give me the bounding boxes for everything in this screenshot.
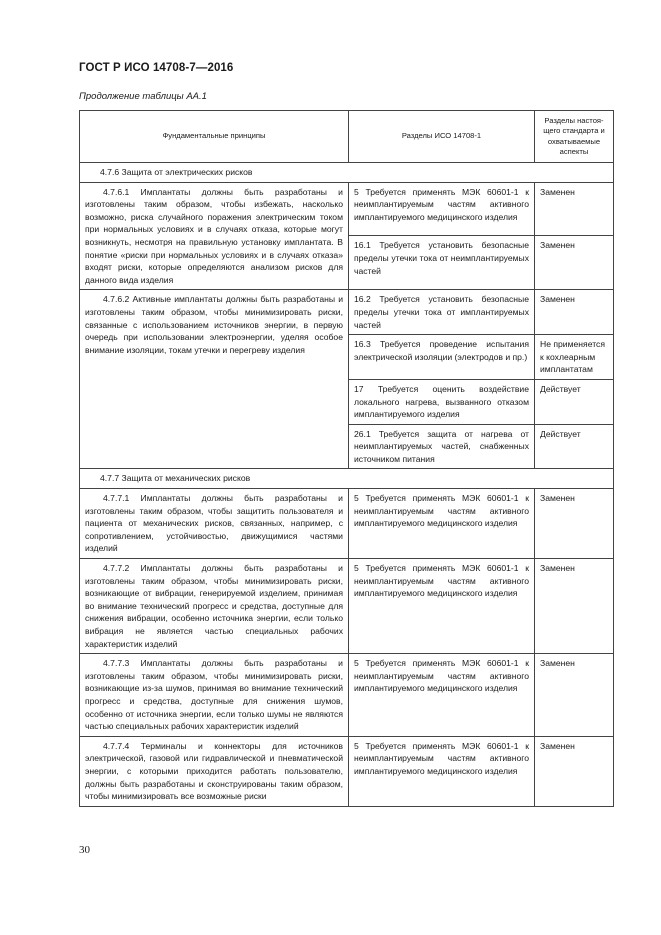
section-cell: 17 Требуется оценить воздействие локального нагрева, вызванного отказом имплантируемого изделия xyxy=(349,379,535,424)
section-cell: 5 Требуется применять МЭК 60601-1 к неимплантируемым частям активного имплантируемого медицинского изделия xyxy=(349,736,535,806)
section-cell: 16.1 Требуется установить безопасные пределы утечки тока от неимплантируемых частей xyxy=(349,236,535,290)
status-cell: Действует xyxy=(535,424,614,469)
section-row xyxy=(80,163,614,183)
header-principles: Фундаментальные принципы xyxy=(80,111,349,163)
table-row xyxy=(80,182,614,236)
section-cell: 5 Требуется применять МЭК 60601-1 к неимплантируемым частям активного имплантируемого медицинского изделия xyxy=(349,182,535,236)
status-cell: Заменен xyxy=(535,290,614,335)
status-cell: Заменен xyxy=(535,182,614,236)
status-cell: Заменен xyxy=(535,236,614,290)
table-header-row xyxy=(80,111,614,163)
section-cell: 16.2 Требуется установить безопасные пределы утечки тока от имплантируемых частей xyxy=(349,290,535,335)
section-cell: 16.3 Требуется проведение испытания электрической изоляции (электродов и пр.) xyxy=(349,335,535,380)
section-cell: 5 Требуется применять МЭК 60601-1 к неимплантируемым частям активного имплантируемого медицинского изделия xyxy=(349,489,535,559)
table-row xyxy=(80,654,614,737)
principle-4-7-7-2: 4.7.7.2 Имплантаты должны быть разработаны и изготовлены таким образом, чтобы минимизировать риски, возникающие от вибрации, генерируемой изделием, принимая во внимание технический прогресс и средства, доступные для снижения вибрации, особенно источника энергии, если только вибрация не является частью специальных рабочих характеристик изделий xyxy=(80,559,349,654)
principle-4-7-7-3: 4.7.7.3 Имплантаты должны быть разработаны и изготовлены таким образом, чтобы минимизировать риски, возникающие из-за шумов, принимая во внимание технический прогресс и средства, доступные для снижения шумов, особенно от источника энергии, если только шумы не являются частью специальных рабочих характеристик изделий xyxy=(80,654,349,737)
section-cell: 5 Требуется применять МЭК 60601-1 к неимплантируемым частям активного имплантируемого медицинского изделия xyxy=(349,654,535,737)
section-row xyxy=(80,469,614,489)
table-row xyxy=(80,736,614,806)
status-cell: Не применяется к кохлеарным имплантатам xyxy=(535,335,614,380)
section-title-4-7-6: 4.7.6 Защита от электрических рисков xyxy=(80,163,614,183)
status-cell: Действует xyxy=(535,379,614,424)
header-sections: Разделы ИСО 14708-1 xyxy=(349,111,535,163)
section-cell: 26.1 Требуется защита от нагрева от неимплантируемых частей, снабженных источником питания xyxy=(349,424,535,469)
status-cell: Заменен xyxy=(535,736,614,806)
table-row xyxy=(80,489,614,559)
requirements-table xyxy=(79,110,614,807)
page-number: 30 xyxy=(79,844,90,856)
status-cell: Заменен xyxy=(535,489,614,559)
header-notes: Разделы настоя-щего стандарта и охватываемые аспекты xyxy=(535,111,614,163)
principle-4-7-6-1: 4.7.6.1 Имплантаты должны быть разработаны и изготовлены таким образом, чтобы избежать, насколько возможно, риска случайного поражения электрическим током при нормальных условиях и в случаях отказа, которые могут возникнуть, несмотря на правильную установку имплантата. В понятие «риски при нормальных условиях и в случаях отказа» входят риски, которые определяются анализом рисков для данного вида изделия xyxy=(80,182,349,290)
section-title-4-7-7: 4.7.7 Защита от механических рисков xyxy=(80,469,614,489)
section-cell: 5 Требуется применять МЭК 60601-1 к неимплантируемым частям активного имплантируемого медицинского изделия xyxy=(349,559,535,654)
status-cell: Заменен xyxy=(535,559,614,654)
status-cell: Заменен xyxy=(535,654,614,737)
principle-4-7-7-1: 4.7.7.1 Имплантаты должны быть разработаны и изготовлены таким образом, чтобы защитить пользователя и пациента от механических рисков, связанных, например, с сопротивлением, устойчивостью, движущимися частями изделий xyxy=(80,489,349,559)
table-row xyxy=(80,559,614,654)
principle-4-7-6-2: 4.7.6.2 Активные имплантаты должны быть разработаны и изготовлены таким образом, чтобы минимизировать риски, связанные с использованием источников энергии, в первую очередь при использовании электроэнергии, уделяя особое внимание изоляции, токам утечки и перегреву изделия xyxy=(80,290,349,469)
table-row xyxy=(80,290,614,335)
document-title: ГОСТ Р ИСО 14708-7—2016 xyxy=(79,62,234,74)
principle-4-7-7-4: 4.7.7.4 Терминалы и коннекторы для источников электрической, газовой или гидравлической и пневматической энергии, с которыми приходится работать пользователю, должны быть разработаны и сконструированы таким образом, чтобы минимизировать все возможные риски xyxy=(80,736,349,806)
table-caption: Продолжение таблицы AA.1 xyxy=(79,91,207,102)
